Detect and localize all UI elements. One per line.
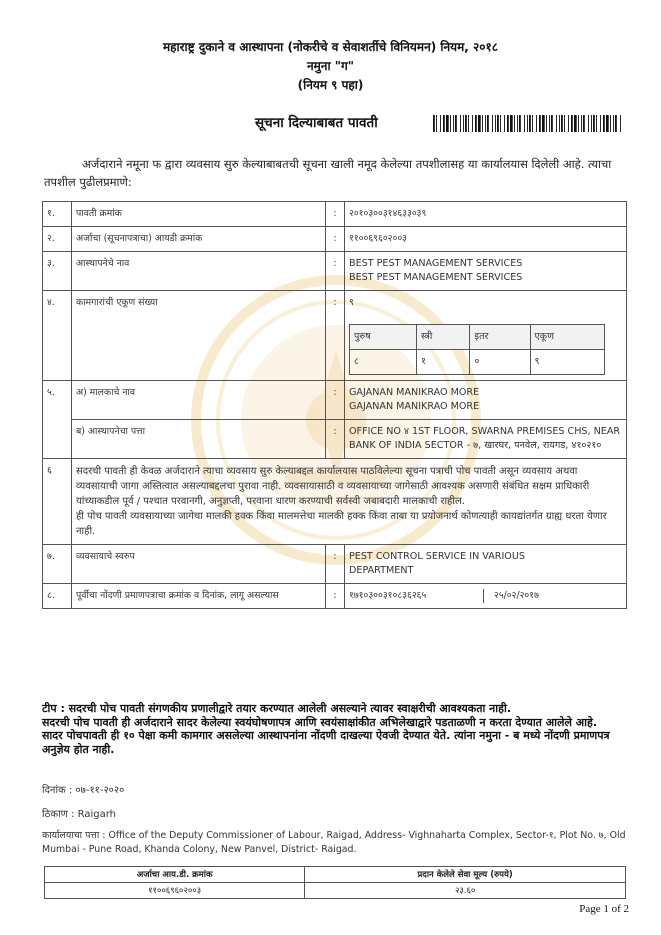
male-count: ८ xyxy=(350,350,417,375)
colon: : xyxy=(326,420,345,459)
issue-place-value: Raigarh xyxy=(77,809,117,820)
establishment-name-value xyxy=(345,252,627,291)
row-number: ६ xyxy=(43,459,72,545)
colon: : xyxy=(326,584,345,609)
total-header: एकूण xyxy=(530,325,604,350)
application-id-label: अर्जाचा (सूचनापत्राचा) आयडी क्रमांक xyxy=(72,227,326,252)
office-address-value: Office of the Deputy Commissioner of Labour, Raigad, Address- Vighnaharta Complex, Sector-१, Plot No. ७, Old Mumbai - Pune Road, Khanda Colony, New Panvel, District- Raigad. xyxy=(42,830,626,855)
establishment-name-line: BEST PEST MANAGEMENT SERVICES xyxy=(349,258,523,269)
female-header: स्त्री xyxy=(416,325,469,350)
previous-registration-number: १७१०३००३१०८३६२६५ xyxy=(349,589,484,603)
receipt-number-label: पावती क्रमांक xyxy=(72,202,326,227)
previous-registration-cell xyxy=(345,584,627,609)
header-rule-ref: (नियम ९ पहा) xyxy=(297,78,364,92)
business-nature-value xyxy=(345,545,627,584)
establishment-name-line: BEST PEST MANAGEMENT SERVICES xyxy=(349,272,523,283)
total-workers-label: कामगारांची एकूण संख्या xyxy=(72,291,326,381)
previous-registration-label: पूर्वीचा नोंदणी प्रमाणपत्राचा क्रमांक व दिनांक, लागू असल्यास xyxy=(72,584,326,609)
colon: : xyxy=(326,252,345,291)
colon: : xyxy=(326,291,345,381)
table-row xyxy=(350,325,605,350)
table-row xyxy=(43,291,627,381)
fee-table xyxy=(44,866,626,899)
establishment-address-value: OFFICE NO ४ 1ST FLOOR, SWARNA PREMISES CHS, NEAR BANK OF INDIA SECTOR - ७, खारघर, पनवेल, रायगड, ४१०२१० xyxy=(345,420,627,459)
table-row xyxy=(43,420,627,459)
row-number: ७. xyxy=(43,545,72,584)
note-line: सादर पोचपावती ही १० पेक्षा कमी कामगार असलेल्या आस्थापनांना नोंदणी दाखल्या ऐवजी देण्यात येते. त्यांना नमुना - ब मध्ये नोंदणी प्रमाणपत्र अनुज्ञेय होत नाही. xyxy=(42,729,610,756)
other-count: ० xyxy=(470,350,530,375)
details-table xyxy=(42,201,627,609)
workers-breakdown-table xyxy=(349,324,605,375)
business-nature-line: PEST CONTROL SERVICE IN VARIOUS xyxy=(349,551,525,562)
female-count: १ xyxy=(416,350,469,375)
page-title: सूचना दिल्याबाबत पावती xyxy=(255,115,378,131)
office-address xyxy=(42,829,627,857)
header-form-name: नमुना "ग" xyxy=(306,59,355,73)
page-number: Page 1 of 2 xyxy=(579,903,629,915)
disclaimer-text: सदरची पावती ही केवळ अर्जदाराने त्याचा व्यवसाय सुरु केल्याबद्दल कार्यालयास पाठविलेल्या सूचना पत्राची पोच पावती असून व्यवसाय अथवा व्यवसायाची जागा अस्तित्वात असल्याबद्दलचा पुरावा नाही. व्यवसायासाठी व व्यवसायाच्या जागेसाठी आवश्यक असणारी संबंधित सक्षम प्राधिकारी यांच्याकडील पूर्व / पश्चात परवानगी, अनुज्ञप्ती, परवाना धारण करण्याची सर्वस्वी जबाबदारी मालकाची राहील. xyxy=(76,466,590,507)
fee-id-header: अर्जाचा आय.डी. क्रमांक xyxy=(45,867,305,883)
issue-date-label: दिनांक : xyxy=(42,785,73,796)
table-row xyxy=(43,381,627,420)
total-count: ९ xyxy=(530,350,604,375)
owner-name-line: GAJANAN MANIKRAO MORE xyxy=(349,401,480,412)
table-row xyxy=(43,545,627,584)
table-row xyxy=(43,584,627,609)
disclaimer-cell xyxy=(72,459,627,545)
colon: : xyxy=(326,381,345,420)
note-line: सदरची पोच पावती ही अर्जदाराने सादर केलेल्या स्वयंघोषणापत्र आणि स्वयंसाक्षांकीत अभिलेखाद्वारे पडताळणी न करता देण्यात आलेले आहे. xyxy=(42,715,598,729)
issue-place xyxy=(42,806,116,820)
row-number: १. xyxy=(43,202,72,227)
table-row xyxy=(43,227,627,252)
row-number: ५. xyxy=(43,381,72,459)
establishment-name-label: आस्थापनेचे नाव xyxy=(72,252,326,291)
ownership-disclaimer-text: ही पोच पावती व्यवसायाच्या जागेचा मालकी हक्क किंवा मालमत्तेचा मालकी हक्क किंवा ताबा या प्रयोजनार्थ कोणत्याही कायद्यांतर्गत ग्राह्य धरता येणार नाही. xyxy=(76,511,607,537)
total-workers-cell xyxy=(345,291,627,381)
table-row xyxy=(43,252,627,291)
male-header: पुरुष xyxy=(350,325,417,350)
business-nature-line: DEPARTMENT xyxy=(349,565,414,576)
fee-id-value: ११००६९६०२००३ xyxy=(45,883,305,899)
issue-date xyxy=(42,782,124,796)
fee-amount-header: प्रदान केलेले सेवा मूल्य (रुपये) xyxy=(305,867,626,883)
office-address-label: कार्यालयाचा पत्ता : xyxy=(42,830,106,841)
colon: : xyxy=(326,227,345,252)
colon: : xyxy=(326,202,345,227)
previous-registration-date: २५/०२/२०१७ xyxy=(494,590,539,601)
table-row xyxy=(350,350,605,375)
row-number: ४. xyxy=(43,291,72,381)
other-header: इतर xyxy=(470,325,530,350)
total-workers-value: ९ xyxy=(349,297,354,308)
header-rule-title: महाराष्ट्र दुकाने व आस्थापना (नोकरीचे व सेवाशर्तीचे विनियमन) नियम, २०१८ xyxy=(162,40,498,54)
issue-date-value: ०७-११-२०२० xyxy=(75,785,125,796)
row-number: ८. xyxy=(43,584,72,609)
application-id-value: ११००६९६०२००३ xyxy=(345,227,627,252)
fee-amount-value: २३.६० xyxy=(305,883,626,899)
table-row xyxy=(43,202,627,227)
owner-name-value xyxy=(345,381,627,420)
business-nature-label: व्यवसायाचे स्वरुप xyxy=(72,545,326,584)
table-row xyxy=(45,883,626,899)
title-row xyxy=(255,113,635,135)
row-number: ३. xyxy=(43,252,72,291)
note-section xyxy=(42,702,627,756)
receipt-number-value: २०१०३००३१४६३३०३९ xyxy=(345,202,627,227)
owner-name-line: GAJANAN MANIKRAO MORE xyxy=(349,387,480,398)
row-number: २. xyxy=(43,227,72,252)
intro-paragraph: अर्जदाराने नमूना फ द्वारा व्यवसाय सुरु केल्याबाबतची सूचना खाली नमूद केलेल्या तपशीलासह या कार्यालयास दिलेली आहे. त्याचा तपशील पुढीलप्रमाणे: xyxy=(44,157,612,189)
establishment-address-label: ब) आस्थापनेचा पत्ता xyxy=(72,420,326,459)
note-line: टीप : सदरची पोच पावती संगणकीय प्रणालीद्वारे तयार करण्यात आलेली असल्याने त्यावर स्वाक्षरीची आवश्यकता नाही. xyxy=(42,702,512,715)
barcode-icon xyxy=(433,115,623,132)
table-row xyxy=(43,459,627,545)
owner-name-label: अ) मालकाचे नाव xyxy=(72,381,326,420)
document-header xyxy=(0,38,661,95)
issue-place-label: ठिकाण : xyxy=(42,809,75,820)
colon: : xyxy=(326,545,345,584)
table-row xyxy=(45,867,626,883)
